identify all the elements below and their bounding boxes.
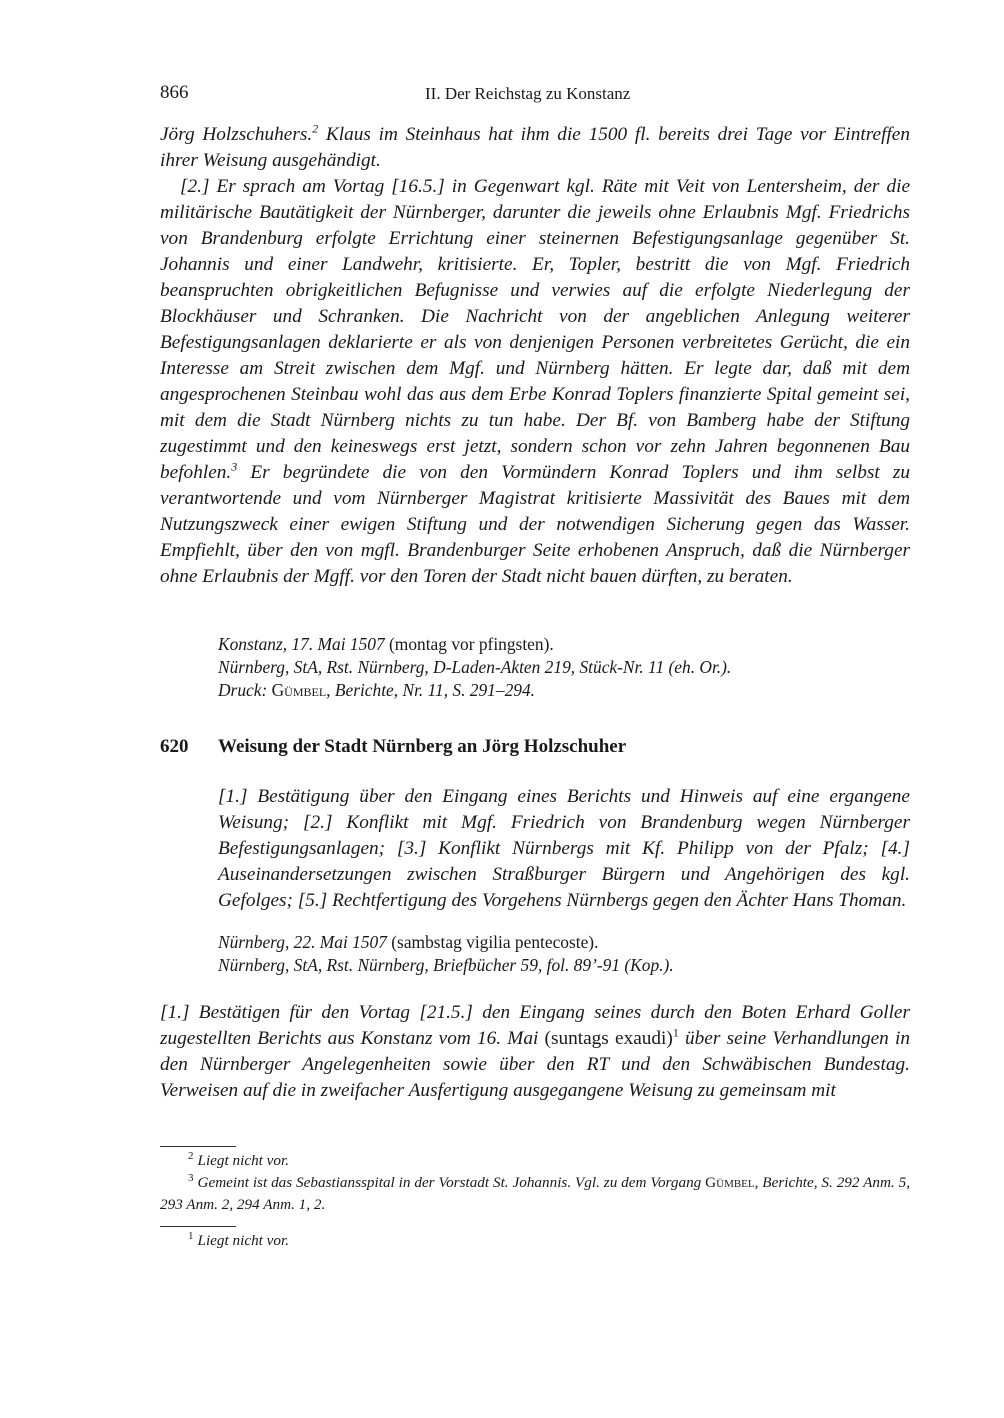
footnote-ref-2: 2 [312,121,319,136]
paragraph-1-text-b: Klaus im Steinhaus hat ihm die 1500 fl. bereits drei Tage vor Eintreffen ihrer Weisung ausgehändigt. [160,124,910,171]
paragraph-2-text-a: [2.] Er sprach am Vortag [16.5.] in Gegenwart kgl. Räte mit Veit von Lentersheim, der die militärische Bautätigkeit der Nürnberger, darunter die jeweils ohne Erlaubnis Mgf. Friedrichs von Brandenburg erfolgte Errichtung einer steinernen Befestigungsanlage gegenüber St. Johannis und einer Landwehr, kritisierte. Er, Topler, bestritt die von Mgf. Friedrich beanspruchten obrigkeitlichen Befugnisse und verwies auf die erfolgte Niederlegung der Blockhäuser und Schranken. Die Nachricht von der angeblichen Anlegung weiterer Befestigungsanlagen deklarierte er als von denjenigen Personen verbreitetes Gerücht, die ein Interesse am Streit zwischen dem Mgf. und Nürnberg hätten. Er legte dar, daß mit dem angesprochenen Steinbau wohl das aus dem Erbe Konrad Toplers finanzierte Spital gemeint sei, mit dem die Stadt Nürnberg nichts zu tun habe. Der Bf. von Bamberg habe der Stiftung zugestimmt und den keineswegs erst jetzt, sondern schon vor zehn Jahren begonnenen Bau befohlen. [160,176,910,483]
footnote-1 [160,1230,910,1252]
footnote-2 [160,1150,910,1172]
running-head: II. Der Reichstag zu Konstanz [425,84,631,103]
paragraph-620-1 [160,1000,910,1104]
print-label: Druck: [218,680,272,700]
footnote-text-a: Gemeint ist das Sebastiansspital in der Vorstadt St. Johannis. Vgl. zu dem Vorgang [197,1174,706,1191]
document-title: Weisung der Stadt Nürnberg an Jörg Holzschuher [218,736,627,757]
feast-date: (sambstag vigilia pentecoste). [386,932,599,952]
footnote-3 [160,1172,910,1216]
paragraph-2 [160,174,910,590]
footnote-ref-3: 3 [231,459,238,474]
place-date: Nürnberg, 22. Mai 1507 [218,932,387,952]
footnote-text: Liegt nicht vor. [197,1152,290,1169]
print-author: Gümbel [271,680,327,700]
footnotes-620 [160,1230,910,1252]
document-number: 620 [160,736,189,757]
footnote-mark: 2 [188,1149,194,1162]
document-620-text [160,1000,910,1104]
footnotes-619 [160,1150,910,1216]
document-620-regest: [1.] Bestätigung über den Eingang eines Berichts und Hinweis auf eine ergangene Weisung; [2.] Konflikt mit Mgf. Friedrich von Brandenburg wegen Nürnberger Befestigungsanlagen; [3.] Konflikt Nürnbergs mit Kf. Philipp von der Pfalz; [4.] Auseinandersetzungen zwischen Straßburger Bürgern und Angehörigen des kgl. Gefolges; [5.] Rechtfertigung des Vorgehens Nürnbergs gegen den Ächter Hans Thoman. [218,786,910,911]
page-header [160,82,910,108]
text-b: über seine Verhandlungen in den Nürnberger Angelegenheiten sowie über den RT und den Schwäbischen Bundestag. Verweisen auf die in zweifacher Ausfertigung ausgegangene Weisung zu gemeinsam mit [160,1028,910,1101]
document-619-source-info [218,633,910,702]
place-date-line [218,931,910,954]
place-date-line [218,633,910,656]
footnote-mark: 1 [188,1229,194,1242]
paragraph-1 [160,122,910,174]
feast-date-inline: (suntags exaudi) [538,1028,673,1049]
print-reference [218,679,910,702]
document-619-continuation [160,122,910,590]
footnote-mark: 3 [188,1171,194,1184]
footnote-ref-1: 1 [672,1025,679,1040]
footnote-divider [160,1226,236,1227]
footnote-text-b: , Berichte, S. 292 Anm. 5, 293 Anm. 2, 294 Anm. 1, 2. [160,1174,910,1213]
paragraph-1-text-a: Jörg Holzschuhers. [160,124,313,145]
footnote-author: Gümbel [705,1174,755,1191]
archive-reference: Nürnberg, StA, Rst. Nürnberg, D-Laden-Akten 219, Stück-Nr. 11 (eh. Or.). [218,657,732,677]
place-date: Konstanz, 17. Mai 1507 [218,634,385,654]
document-620-source-info [218,931,910,977]
print-ref: , Berichte, Nr. 11, S. 291–294. [326,680,536,700]
archive-reference: Nürnberg, StA, Rst. Nürnberg, Briefbücher 59, fol. 89’-91 (Kop.). [218,955,674,975]
feast-date: (montag vor pfingsten). [384,634,554,654]
footnote-divider [160,1146,236,1147]
paragraph-2-text-b: Er begründete die von den Vormündern Konrad Toplers und ihm selbst zu verantwortende und vom Nürnberger Magistrat kritisierte Massivität des Baues mit dem Nutzungszweck einer ewigen Stiftung und der notwendigen Sicherung gegen das Wasser. Empfiehlt, über den von mgfl. Brandenburger Seite erhobenen Anspruch, daß die Nürnberger ohne Erlaubnis der Mgff. vor den Toren der Stadt nicht bauen dürften, zu beraten. [160,462,910,587]
text-a: [1.] Bestätigen für den Vortag [21.5.] den Eingang seines durch den Boten Erhard Goller zugestellten Berichts aus Konstanz vom 16. Mai [160,1002,910,1049]
footnote-text: Liegt nicht vor. [197,1232,290,1249]
page-number: 866 [160,82,189,103]
